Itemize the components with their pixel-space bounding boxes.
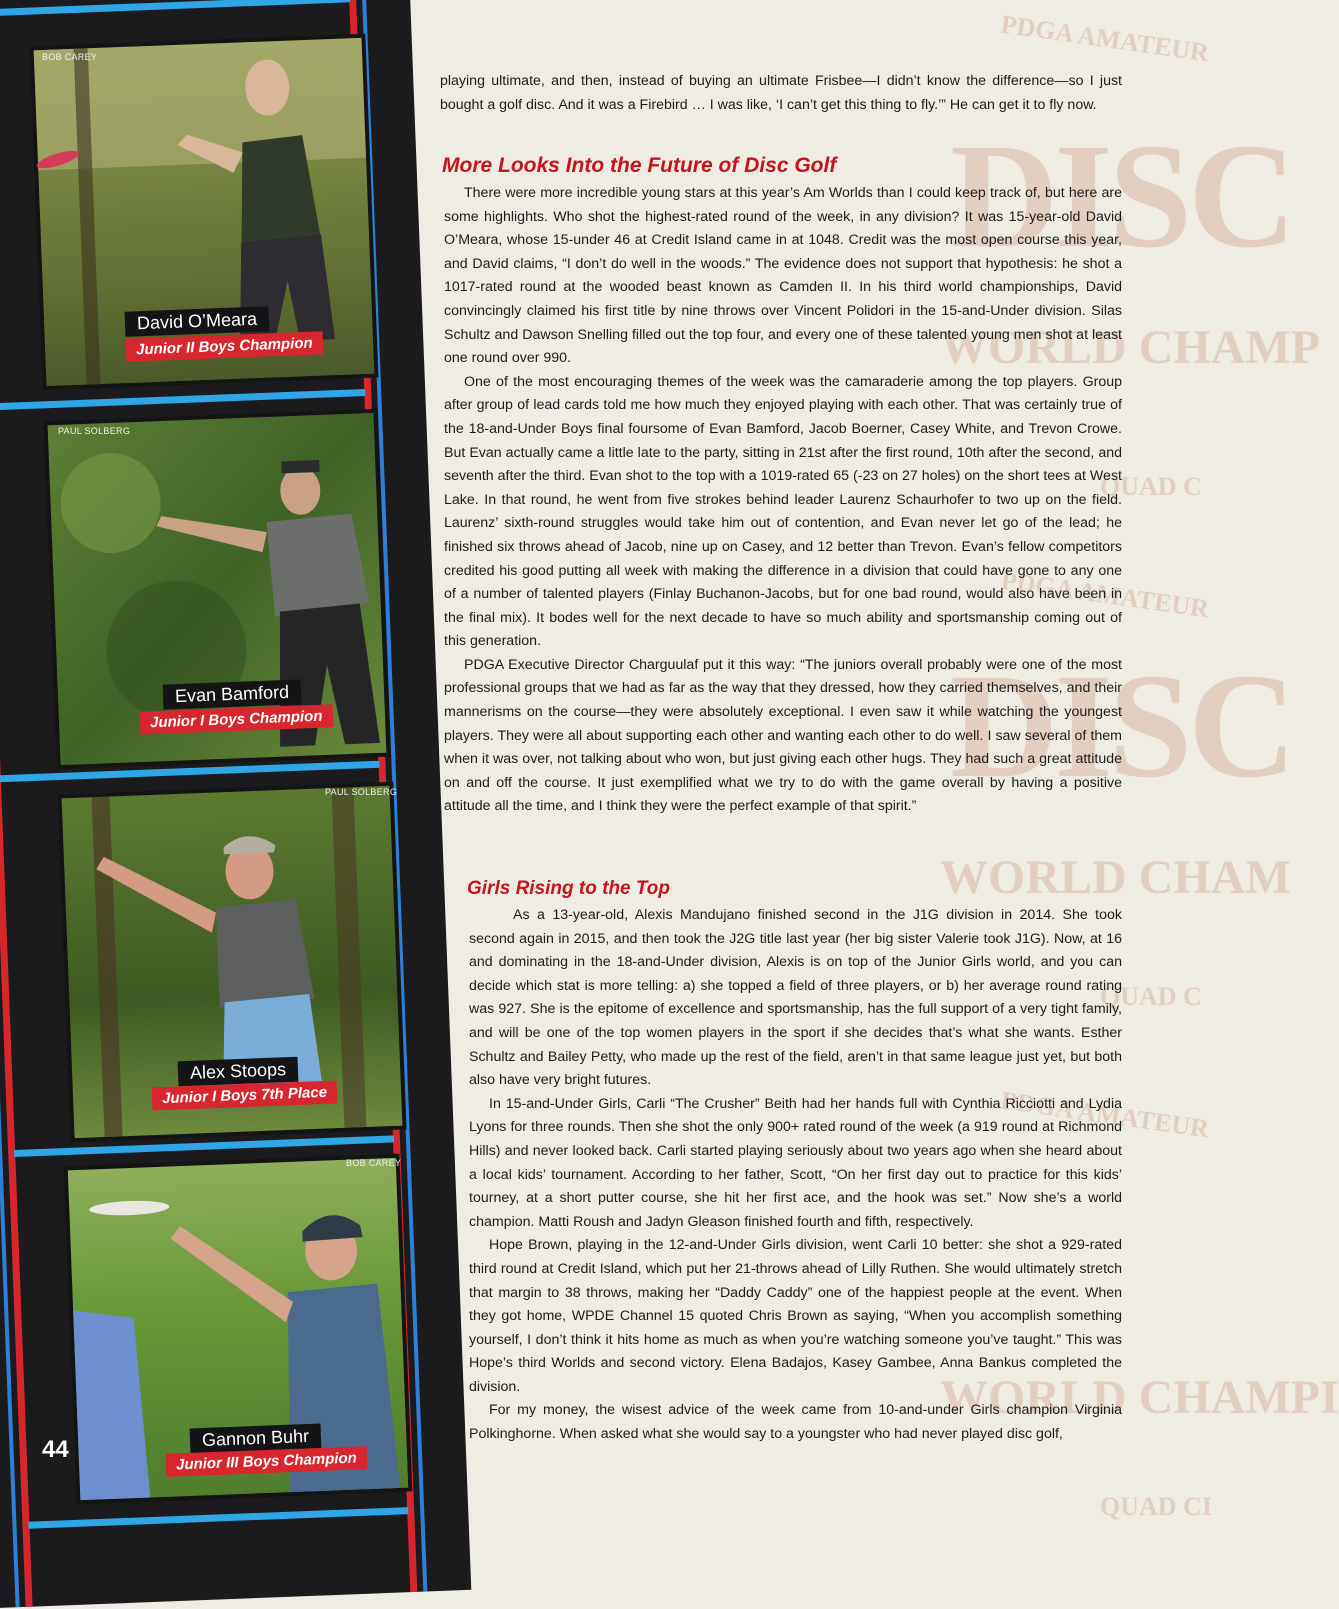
caption-name: Evan Bamford — [163, 679, 302, 709]
watermark-text: PDGA AMATEUR — [999, 9, 1211, 68]
section-heading: More Looks Into the Future of Disc Golf — [442, 154, 837, 177]
paragraph: As a 13-year-old, Alexis Mandujano finished second in the J1G division in 2014. She took second again in 2015, and then took the J2G title last year (her big sister Valerie took J1G). Now, at 16 and dominating in the 18-and-Under division, Alexis is on top of the Junior Girls world, and you can decide which stat is more telling: a) she topped a field of three players, or b) her average round rating was 927. She is the epitome of excellence and sportsmanship, has the full support of a very tight family, and will be one of the top women players in the sport if she decides that’s what she wants. Esther Schultz and Bailey Petty, who made up the rest of the field, aren’t in that same league just yet, but both also have very bright futures. — [469, 907, 1122, 1089]
watermark-text: DISC — [950, 113, 1293, 279]
strip-blue-bar — [28, 1507, 408, 1529]
article-section-2 — [469, 904, 1122, 1447]
watermark-text: WORLD CHAM — [940, 851, 1291, 904]
photo-credit: BOB CAREY — [346, 1158, 402, 1168]
caption-title: Junior III Boys Champion — [166, 1446, 368, 1477]
photo-credit: PAUL SOLBERG — [325, 787, 398, 797]
caption-title: Junior I Boys 7th Place — [152, 1080, 338, 1110]
watermark-text: PDGA AMATEUR — [999, 565, 1211, 624]
caption-title: Junior II Boys Champion — [126, 331, 323, 362]
section-heading: Girls Rising to the Top — [467, 878, 671, 899]
paragraph: One of the most encouraging themes of the week was the camaraderie among the top players. Group after group of lead cards told me how much they enjoyed playing with each other. That was certainly true of the 18-and-Under Boys final foursome of Evan Bamford, Jacob Boerner, Casey White, and Trevon Crowe. But Evan actually came a little late to the party, sitting in 21st after the first round, 10th after the second, and seventh after the third. Evan shot to the top with a 1019-rated 65 (-23 on 27 holes) on the short tees at West Lake. In that round, he went from five strokes behind leader Laurenz Schaurhofer to two up on the field. Laurenz’ sixth-round struggles would take him out of contention, and Evan never let go of the lead; he finished six throws ahead of Jacob, nine up on Casey, and 12 better than Trevon. Evan’s fellow competitors credited his good putting all week with making the difference in a division that could have gone to any one of a number of talented players (Finlay Buchanon-Jacobs, but for one bad round, would also have been in the final mix). It bodes well for the next decade to have so much ability and sportsmanship coming out of this generation. — [444, 373, 1122, 650]
watermark-text: QUAD CI — [1100, 1492, 1212, 1521]
article-section-1 — [444, 182, 1122, 819]
watermark-text: PDGA AMATEUR — [999, 1085, 1211, 1144]
caption-name: Alex Stoops — [178, 1057, 299, 1087]
strip-red-line — [0, 0, 33, 1607]
watermark-text: WORLD CHAMPI — [940, 1371, 1339, 1424]
photo-credit: BOB CAREY — [42, 52, 98, 62]
paragraph: PDGA Executive Director Charguulaf put it this way: “The juniors overall probably were one of the most professional groups that we had as far as the way that they dressed, how they carried themselves, and their mannerisms on the course—they were absolutely exceptional. I even saw it while watching the youngest players. They were all about supporting each other and wanting each other to do well. I saw several of them when it was over, not talking about who won, but just giving each other hugs. They had such a great attitude on and off the course. It just exemplified what we try to do with the game overall by having a positive attitude all the time, and I think they were the perfect example of that spirit.” — [444, 656, 1122, 815]
photo-credit: PAUL SOLBERG — [58, 426, 131, 436]
caption-name: Gannon Buhr — [190, 1423, 322, 1453]
caption-name: David O’Meara — [125, 306, 270, 337]
page-number: 44 — [42, 1436, 69, 1463]
paragraph: There were more incredible young stars at this year’s Am Worlds than I could keep track of, but here are some highlights. Who shot the highest-rated round of the week, in any division? It was 15-year-old David O’Meara, whose 15-under 46 at Credit Island came in at 1048. Credit was the most open course this year, and David claims, “I don’t do well in the woods.” The evidence does not support that hypothesis: he shot a 1017-rated round at the wooded beast known as Camden II. In his third world championships, David convincingly claimed his first title by nine throws over Vincent Polidori in the 15-and-Under division. Silas Schultz and Dawson Snelling filled out the top four, and every one of these talented young men shot at least one round over 990. — [444, 185, 1122, 367]
caption-title: Junior I Boys Champion — [140, 704, 333, 734]
paragraph: playing ultimate, and then, instead of buying an ultimate Frisbee—I didn’t know the difference—so I just bought a golf disc. And it was a Firebird … I was like, ‘I can’t get this thing to fly.’” He can get it to fly now. — [440, 73, 1122, 113]
photo-image — [34, 38, 375, 386]
watermark-text: WORLD CHAMP — [940, 321, 1320, 374]
strip-blue-bar — [0, 389, 365, 411]
strip-blue-bar — [0, 0, 350, 17]
watermark-text: QUAD C — [1100, 982, 1202, 1011]
article-intro — [440, 70, 1122, 117]
watermark-text: DISC — [950, 643, 1293, 809]
paragraph: Hope Brown, playing in the 12-and-Under Girls division, went Carli 10 better: she shot a 929-rated third round at Credit Island, which put her 21-throws ahead of Lilly Ruthen. She would ultimately stretch that margin to 38 throws, making her “Daddy Caddy” one of the happiest people at the event. When they got home, WPDE Channel 15 quoted Chris Brown as saying, “When you accomplish something yourself, I don’t think it hits home as much as when you’re watching someone you’ve taught.” This was Hope’s third Worlds and second victory. Elena Badajos, Kasey Gambee, Anna Bankus completed the division. — [469, 1237, 1122, 1395]
paragraph: In 15-and-Under Girls, Carli “The Crusher” Beith had her hands full with Cynthia Ricciotti and Lydia Lyons for three rounds. Then she shot the only 900+ rated round of the week (a 919 round at Richmond Hills) and never looked back. Carli started playing seriously about two years ago when she heard about a local kids’ tournament. According to her father, Scott, “On her first day out to practice for this kids’ tourney, at a short putter course, she hit her first ace, and the hook was set.” Now she’s a world champion. Matti Roush and Jadyn Gleason finished fourth and fifth, respectively. — [469, 1095, 1122, 1230]
paragraph: For my money, the wisest advice of the week came from 10-and-under Girls champion Virginia Polkinghorne. When asked what she would say to a youngster who had never played disc golf, — [469, 1402, 1122, 1443]
watermark-text: QUAD C — [1100, 472, 1202, 501]
